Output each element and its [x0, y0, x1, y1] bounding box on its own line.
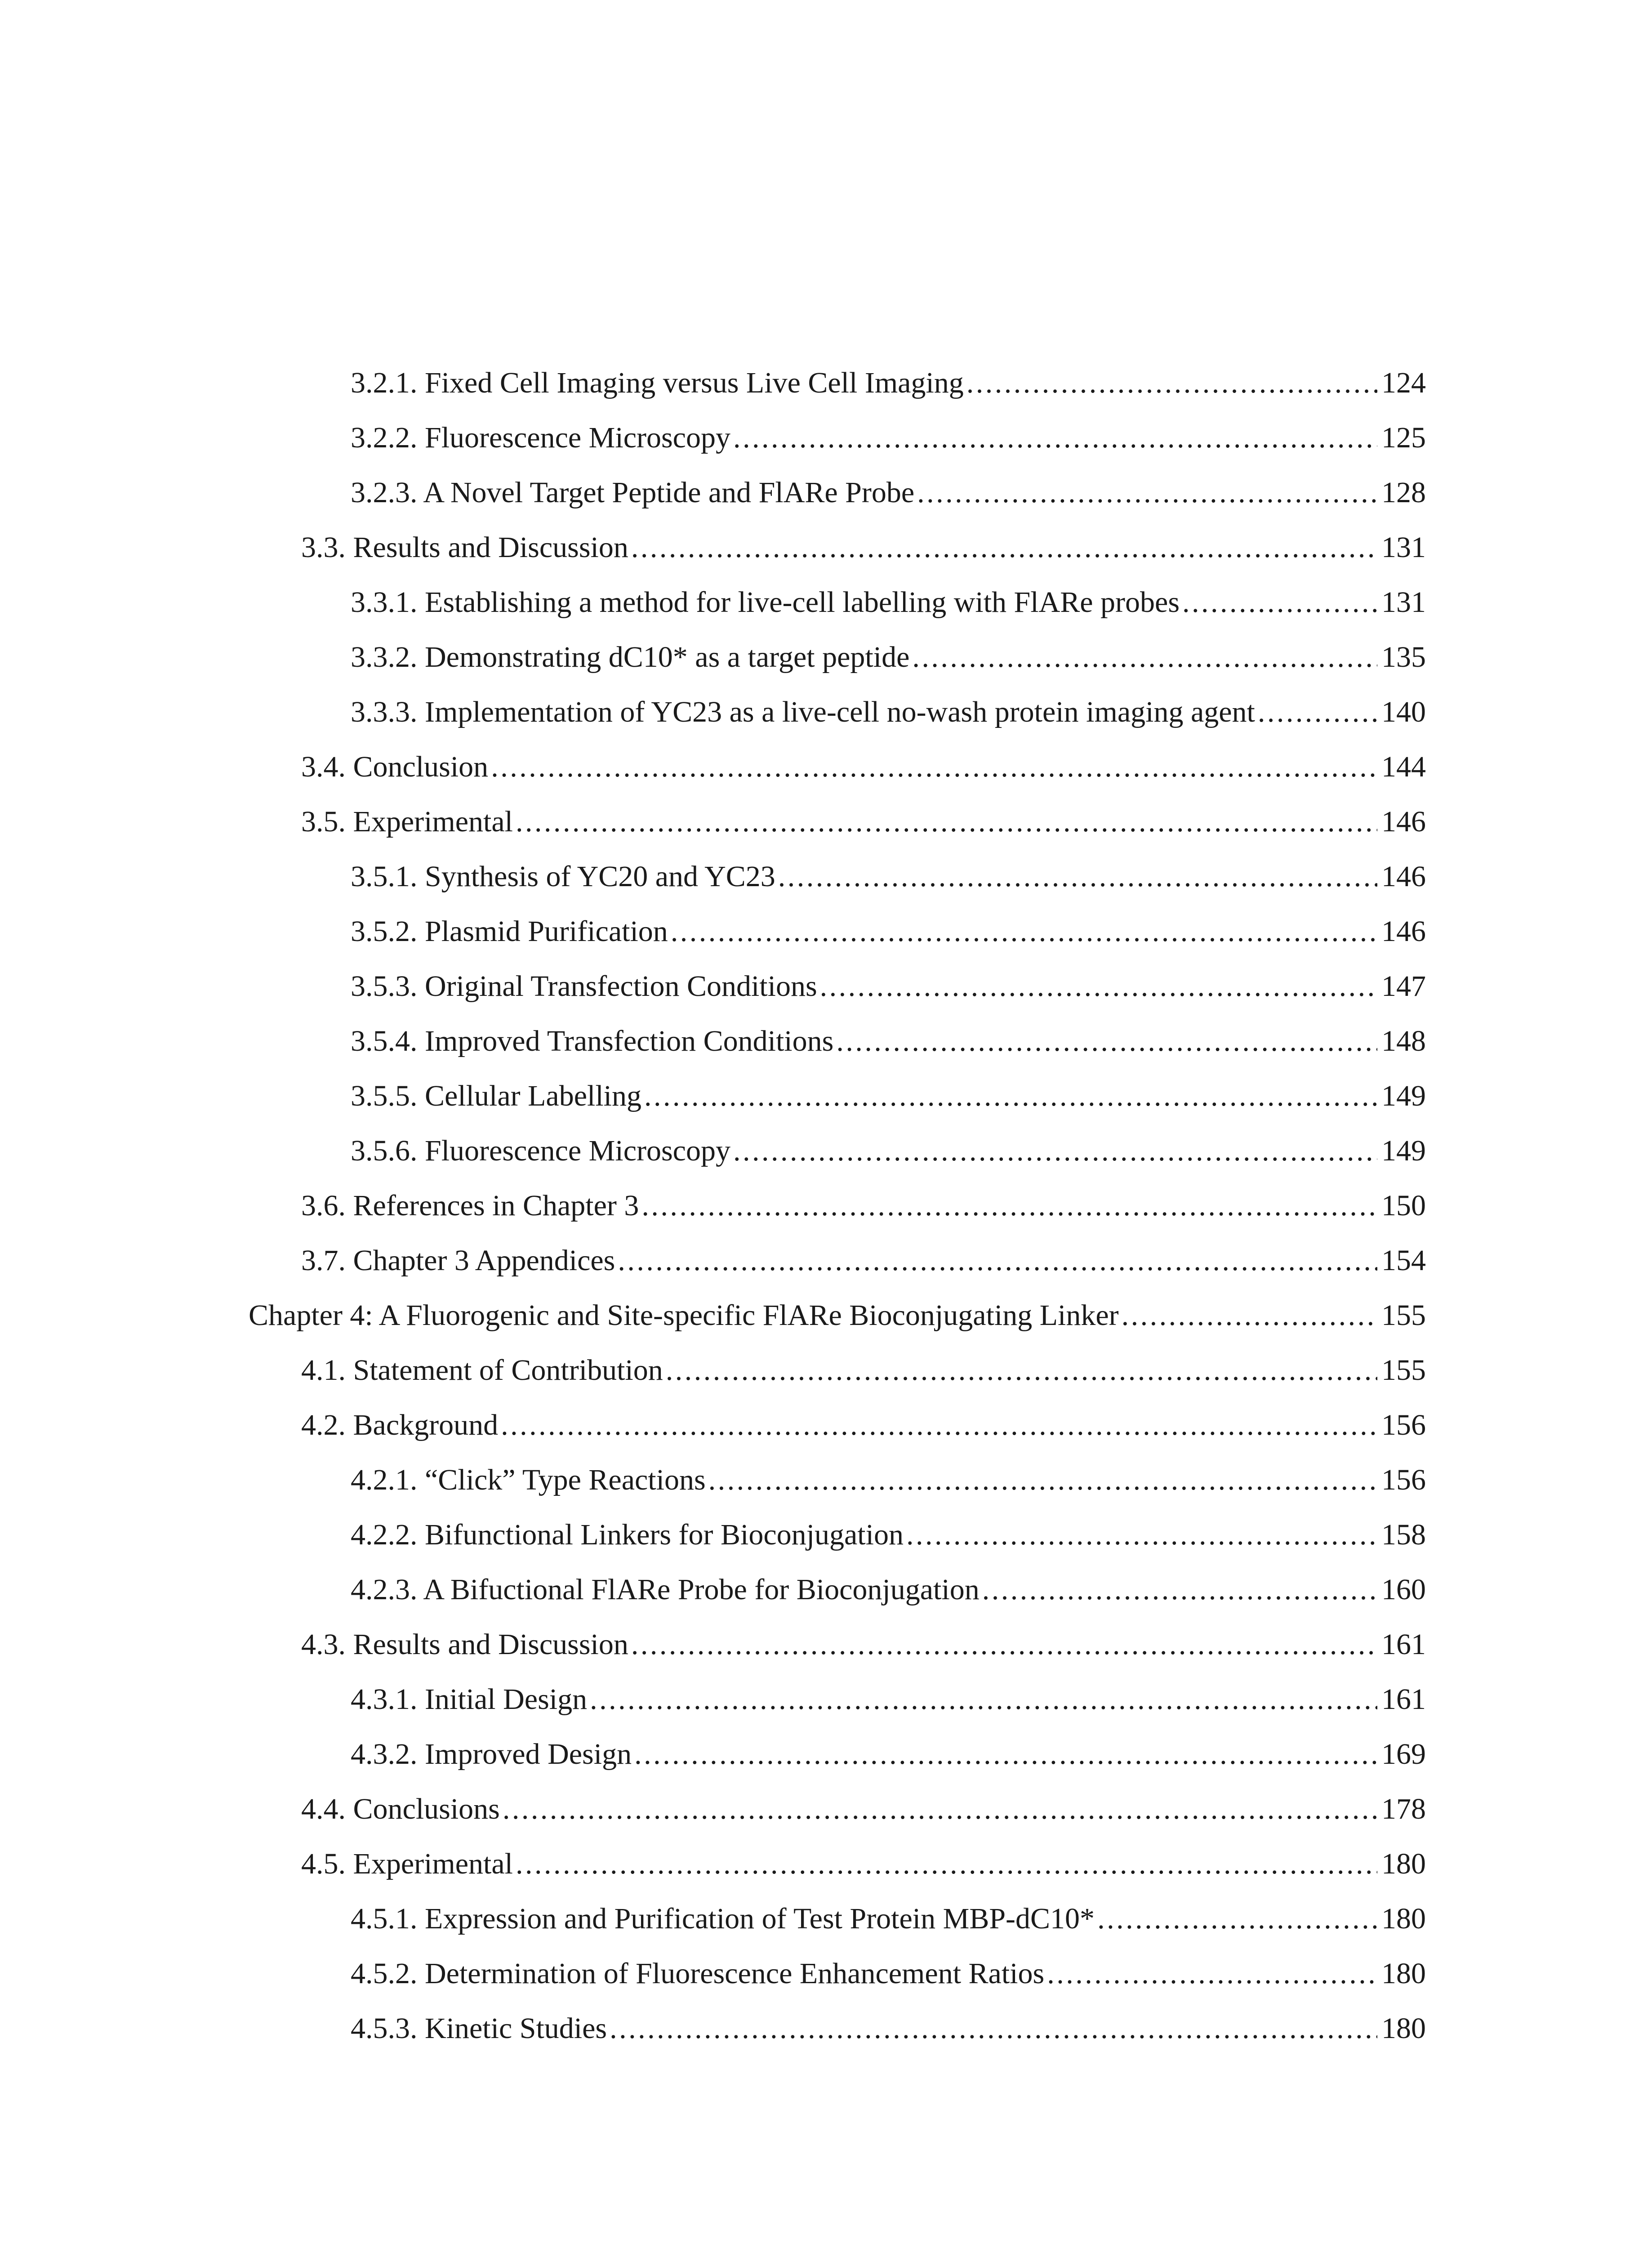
- toc-entry-page: 124: [1381, 366, 1426, 399]
- dot-leader: [641, 1181, 1377, 1231]
- toc-entry: [301, 1236, 1426, 1285]
- toc-entry: [301, 797, 1426, 847]
- toc-entry-page: 180: [1381, 1957, 1426, 1990]
- toc-entry: [351, 852, 1426, 901]
- toc-entry-title: 4.3. Results and Discussion: [301, 1628, 628, 1661]
- toc-entry: [351, 1949, 1426, 1998]
- toc-entry: [351, 1894, 1426, 1944]
- toc-entry: [351, 1126, 1426, 1176]
- toc-entry-title: 4.4. Conclusions: [301, 1793, 500, 1825]
- toc-entry-title: 4.2.1. “Click” Type Reactions: [351, 1463, 706, 1496]
- dot-leader: [1182, 578, 1377, 627]
- dot-leader: [906, 1510, 1377, 1560]
- toc-entry-page: 128: [1381, 476, 1426, 509]
- toc-entry-title: 3.2.1. Fixed Cell Imaging versus Live Cell Imaging: [351, 366, 964, 399]
- dot-leader: [503, 1784, 1377, 1834]
- toc-entry-title: 3.7. Chapter 3 Appendices: [301, 1244, 615, 1277]
- toc-entry-title: 3.3.3. Implementation of YC23 as a live-cell no-wash protein imaging agent: [351, 696, 1255, 728]
- toc-entry-title: 4.5. Experimental: [301, 1847, 513, 1880]
- dot-leader: [820, 962, 1377, 1011]
- toc-entry: [351, 468, 1426, 517]
- dot-leader: [501, 1401, 1377, 1450]
- dot-leader: [666, 1346, 1377, 1395]
- toc-entry-page: 150: [1381, 1189, 1426, 1222]
- toc-entry-page: 140: [1381, 696, 1426, 728]
- toc-entry: [351, 2004, 1426, 2053]
- toc-entry-title: 3.4. Conclusion: [301, 750, 489, 783]
- toc-entry: [301, 1839, 1426, 1889]
- toc-entry: [351, 633, 1426, 682]
- toc-entry-page: 147: [1381, 970, 1426, 1003]
- toc-entry: [301, 1620, 1426, 1669]
- dot-leader: [917, 468, 1377, 517]
- toc-entry-page: 161: [1381, 1683, 1426, 1716]
- dot-leader: [1258, 687, 1377, 737]
- dot-leader: [610, 2004, 1377, 2053]
- dot-leader: [778, 852, 1377, 901]
- toc-entry: [351, 687, 1426, 737]
- toc-entry-title: 4.1. Statement of Contribution: [301, 1354, 663, 1387]
- toc-entry: [351, 358, 1426, 408]
- toc-entry-title: 3.6. References in Chapter 3: [301, 1189, 639, 1222]
- dot-leader: [618, 1236, 1377, 1285]
- dot-leader: [836, 1017, 1377, 1066]
- dot-leader: [708, 1455, 1377, 1505]
- toc-entry-title: 3.5.1. Synthesis of YC20 and YC23: [351, 860, 775, 893]
- toc-entry-page: 155: [1381, 1299, 1426, 1332]
- toc-entry: [351, 413, 1426, 463]
- toc-entry-title: 3.5.3. Original Transfection Conditions: [351, 970, 817, 1003]
- toc-entry: [351, 1730, 1426, 1779]
- toc-entry-page: 178: [1381, 1793, 1426, 1825]
- toc-entry: [301, 1401, 1426, 1450]
- toc-entry-page: 135: [1381, 641, 1426, 674]
- dot-leader: [631, 523, 1377, 572]
- dot-leader: [982, 1565, 1377, 1615]
- toc-entry-page: 149: [1381, 1134, 1426, 1167]
- toc-entry-title: 4.3.2. Improved Design: [351, 1738, 632, 1771]
- toc-entry-title: 4.2.3. A Bifuctional FlARe Probe for Bioconjugation: [351, 1573, 980, 1606]
- dot-leader: [966, 358, 1377, 408]
- toc-entry-page: 146: [1381, 805, 1426, 838]
- toc-entry: [351, 1565, 1426, 1615]
- toc-entry-title: 3.3.1. Establishing a method for live-cell labelling with FlARe probes: [351, 586, 1180, 619]
- toc-entry-page: 155: [1381, 1354, 1426, 1387]
- dot-leader: [634, 1730, 1377, 1779]
- toc-entry: [351, 1675, 1426, 1724]
- dot-leader: [733, 1126, 1377, 1176]
- dot-leader: [1122, 1291, 1377, 1340]
- toc-entry-page: 161: [1381, 1628, 1426, 1661]
- dot-leader: [491, 742, 1377, 792]
- toc-entry-page: 146: [1381, 860, 1426, 893]
- dot-leader: [644, 1071, 1377, 1121]
- toc-entry-page: 148: [1381, 1025, 1426, 1057]
- toc-entry-title: 3.5.6. Fluorescence Microscopy: [351, 1134, 730, 1167]
- dot-leader: [671, 907, 1377, 956]
- toc-entry: [351, 962, 1426, 1011]
- toc-entry-title: 3.5.5. Cellular Labelling: [351, 1079, 642, 1112]
- toc-entry-page: 156: [1381, 1409, 1426, 1441]
- toc-entry: [351, 578, 1426, 627]
- dot-leader: [516, 797, 1377, 847]
- toc-entry-page: 144: [1381, 750, 1426, 783]
- toc-entry-page: 131: [1381, 531, 1426, 564]
- toc-entry-page: 180: [1381, 2012, 1426, 2045]
- dot-leader: [516, 1839, 1377, 1889]
- toc-entry-page: 156: [1381, 1463, 1426, 1496]
- toc-entry-title: 3.5. Experimental: [301, 805, 513, 838]
- toc-entry-title: 4.5.1. Expression and Purification of Test Protein MBP-dC10*: [351, 1902, 1095, 1935]
- toc-entry-title: 3.3. Results and Discussion: [301, 531, 628, 564]
- toc-entry: [301, 1181, 1426, 1231]
- toc-entry: [351, 1071, 1426, 1121]
- toc-entry-title: 3.5.4. Improved Transfection Conditions: [351, 1025, 834, 1057]
- toc-entry: [249, 1291, 1426, 1340]
- dot-leader: [631, 1620, 1377, 1669]
- toc-entry-page: 180: [1381, 1847, 1426, 1880]
- toc-entry-page: 180: [1381, 1902, 1426, 1935]
- dot-leader: [1047, 1949, 1377, 1998]
- toc-entry: [351, 1455, 1426, 1505]
- toc-entry: [301, 1784, 1426, 1834]
- dot-leader: [912, 633, 1377, 682]
- toc-entry-title: 3.2.3. A Novel Target Peptide and FlARe Probe: [351, 476, 915, 509]
- toc-entry-title: 3.2.2. Fluorescence Microscopy: [351, 421, 730, 454]
- toc-entry-page: 158: [1381, 1518, 1426, 1551]
- dot-leader: [590, 1675, 1377, 1724]
- toc-entry-title: Chapter 4: A Fluorogenic and Site-specific FlARe Bioconjugating Linker: [249, 1299, 1119, 1332]
- toc-entry-title: 3.3.2. Demonstrating dC10* as a target peptide: [351, 641, 910, 674]
- toc-entry-title: 4.2. Background: [301, 1409, 499, 1441]
- toc-entry: [301, 1346, 1426, 1395]
- toc-entry-title: 4.5.3. Kinetic Studies: [351, 2012, 607, 2045]
- toc-entry-title: 4.5.2. Determination of Fluorescence Enhancement Ratios: [351, 1957, 1045, 1990]
- toc-entry-page: 160: [1381, 1573, 1426, 1606]
- toc-entry: [351, 907, 1426, 956]
- toc-entry: [301, 742, 1426, 792]
- toc-entry-page: 146: [1381, 915, 1426, 948]
- dot-leader: [733, 413, 1377, 463]
- toc-entry-page: 154: [1381, 1244, 1426, 1277]
- toc-entry: [351, 1510, 1426, 1560]
- toc-entry-title: 3.5.2. Plasmid Purification: [351, 915, 668, 948]
- toc-entry-page: 131: [1381, 586, 1426, 619]
- toc-entry-title: 4.3.1. Initial Design: [351, 1683, 588, 1716]
- dot-leader: [1097, 1894, 1377, 1944]
- toc-entry: [351, 1017, 1426, 1066]
- toc-entry: [301, 523, 1426, 572]
- toc-entry-page: 169: [1381, 1738, 1426, 1771]
- toc-entry-page: 125: [1381, 421, 1426, 454]
- toc-entry-title: 4.2.2. Bifunctional Linkers for Bioconjugation: [351, 1518, 904, 1551]
- toc-entry-page: 149: [1381, 1079, 1426, 1112]
